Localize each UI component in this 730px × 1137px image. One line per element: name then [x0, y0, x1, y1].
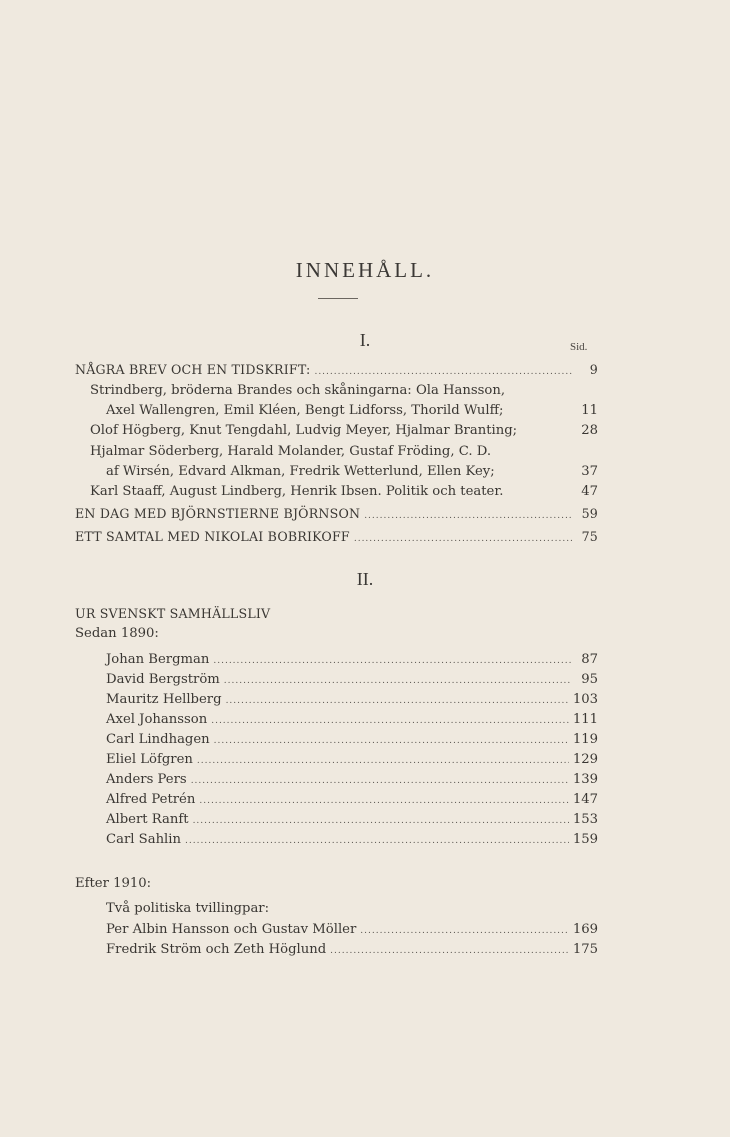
- page-number: 37: [581, 464, 598, 479]
- toc-entry[interactable]: Alfred Petrén ..... 147: [106, 790, 598, 810]
- dot-leader: [224, 671, 572, 691]
- page-number: 153: [572, 812, 598, 827]
- toc-entry[interactable]: Axel Wallengren, Emil Kléen, Bengt Lidforss, Thorild Wulff; 11: [106, 401, 598, 421]
- dot-leader: [193, 811, 569, 831]
- subheading-since-1890: Sedan 1890:: [75, 626, 159, 641]
- page-number: 87: [581, 652, 598, 667]
- page-number: 129: [572, 752, 598, 767]
- toc-entry[interactable]: Karl Staaff, August Lindberg, Henrik Ibsen. Politik och teater. 47: [90, 482, 598, 502]
- page-number: 47: [581, 484, 598, 499]
- toc-entry[interactable]: Fredrik Ström och Zeth Höglund ..... 175: [106, 940, 598, 960]
- toc-entry[interactable]: Carl Sahlin ..... 159: [106, 830, 598, 850]
- subheading-after-1910: Efter 1910:: [75, 876, 152, 891]
- toc-entry[interactable]: Carl Lindhagen ..... 119: [106, 730, 598, 750]
- page-number: 9: [589, 362, 598, 377]
- dot-leader: [197, 751, 569, 771]
- toc-entry[interactable]: Hjalmar Söderberg, Harald Molander, Gustaf Fröding, C. D.: [90, 444, 492, 459]
- toc-entry[interactable]: Eliel Löfgren ..... 129: [106, 750, 598, 770]
- section-numeral-2: II.: [356, 569, 374, 589]
- dot-leader: [211, 711, 569, 731]
- section-heading: UR SVENSKT SAMHÄLLSLIV: [75, 606, 271, 621]
- toc-entry[interactable]: af Wirsén, Edvard Alkman, Fredrik Wetterlund, Ellen Key; 37: [106, 462, 598, 482]
- dot-leader: [226, 691, 569, 711]
- page-number: 139: [572, 772, 598, 787]
- toc-entry[interactable]: Per Albin Hansson och Gustav Möller ..... 169: [106, 920, 598, 940]
- page-number: 159: [572, 832, 598, 847]
- page-number: 103: [572, 692, 598, 707]
- dot-leader: [360, 921, 569, 941]
- title-divider: [318, 298, 358, 299]
- dot-leader: [330, 941, 569, 961]
- toc-entry[interactable]: ETT SAMTAL MED NIKOLAI BOBRIKOFF ..... 75: [75, 527, 598, 547]
- page-number: 11: [581, 403, 598, 418]
- dot-leader: [364, 506, 572, 526]
- dot-leader: [185, 831, 569, 851]
- subheading-political-twins: Två politiska tvillingpar:: [106, 901, 270, 916]
- page-number: 119: [572, 732, 598, 747]
- dot-leader: [314, 362, 572, 382]
- toc-entry[interactable]: Johan Bergman ..... 87: [106, 650, 598, 670]
- dot-leader: [191, 771, 569, 791]
- toc-entry[interactable]: Axel Johansson ..... 111: [106, 710, 598, 730]
- page-column-label: Sid.: [570, 341, 588, 353]
- toc-entry[interactable]: Albert Ranft ..... 153: [106, 810, 598, 830]
- page-number: 147: [572, 792, 598, 807]
- page-number: 111: [572, 712, 598, 727]
- page-number: 175: [572, 942, 598, 957]
- page-title: INNEHÅLL.: [295, 258, 435, 282]
- toc-entry[interactable]: NÅGRA BREV OCH EN TIDSKRIFT: ..... 9: [75, 360, 598, 380]
- toc-entry[interactable]: EN DAG MED BJÖRNSTIERNE BJÖRNSON ..... 59: [75, 504, 598, 524]
- toc-entry[interactable]: Strindberg, bröderna Brandes och skåningarna: Ola Hansson,: [90, 383, 506, 398]
- page-number: 28: [581, 423, 598, 438]
- section-numeral-1: I.: [359, 330, 371, 350]
- dot-leader: [214, 731, 569, 751]
- dot-leader: [354, 529, 572, 549]
- toc-entry[interactable]: Anders Pers ..... 139: [106, 770, 598, 790]
- dot-leader: [199, 791, 568, 811]
- page-number: 95: [581, 672, 598, 687]
- toc-entry[interactable]: David Bergström ..... 95: [106, 670, 598, 690]
- page-number: 59: [581, 506, 598, 521]
- toc-entry[interactable]: Olof Högberg, Knut Tengdahl, Ludvig Meyer, Hjalmar Branting; 28: [90, 421, 598, 441]
- page-number: 75: [581, 529, 598, 544]
- toc-entry[interactable]: Mauritz Hellberg ..... 103: [106, 690, 598, 710]
- page-number: 169: [572, 922, 598, 937]
- dot-leader: [213, 651, 572, 671]
